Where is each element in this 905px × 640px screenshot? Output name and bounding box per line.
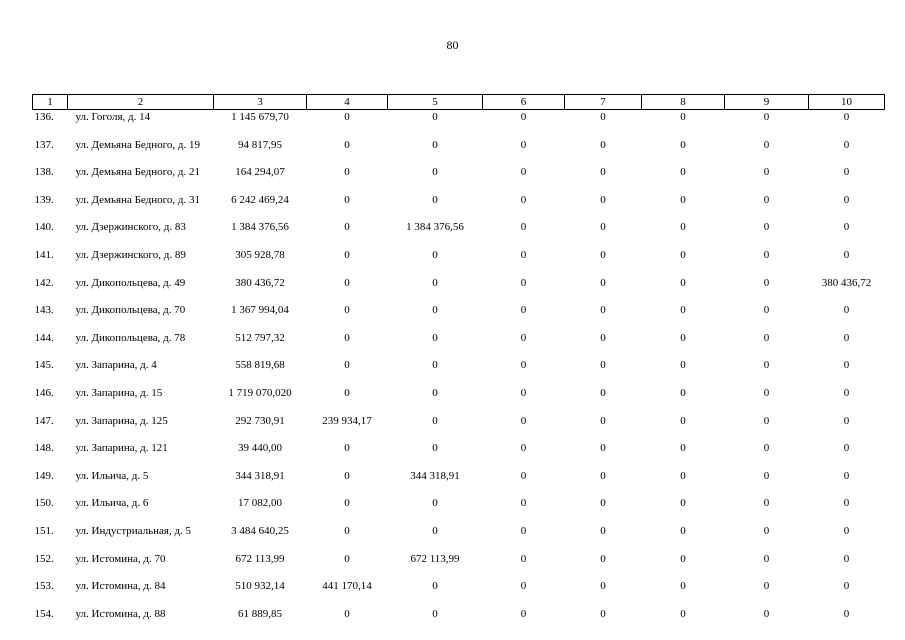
data-table: [32, 94, 885, 634]
page-number: 80: [446, 38, 459, 52]
value-cell: 0: [520, 469, 527, 482]
row-number: 153.: [34, 580, 54, 593]
value-cell: 0: [843, 304, 850, 317]
value-cell: 0: [600, 552, 606, 565]
value-cell: 0: [432, 304, 438, 317]
value-cell: 0: [843, 221, 850, 234]
value-cell: 0: [520, 359, 527, 372]
address-cell: ул. Дикопольцева, д. 49: [75, 276, 186, 289]
value-cell: 0: [600, 580, 606, 593]
row-number: 142.: [34, 276, 54, 289]
value-cell: 344 318,91: [410, 469, 460, 482]
value-cell: 0: [344, 111, 350, 123]
column-header-4: 4: [307, 95, 388, 110]
table-row: [33, 165, 885, 193]
value-cell: 0: [680, 524, 686, 537]
value-cell: 0: [843, 580, 850, 593]
value-cell: 0: [600, 193, 606, 206]
value-cell: 0: [432, 248, 438, 261]
value-cell: 0: [520, 497, 527, 510]
value-cell: 0: [843, 111, 850, 123]
value-cell: 0: [600, 304, 606, 317]
value-cell: 0: [843, 386, 850, 399]
value-cell: 0: [763, 552, 770, 565]
value-cell: 0: [520, 111, 527, 123]
address-cell: ул. Запарина, д. 15: [75, 386, 163, 399]
row-number: 154.: [34, 607, 54, 620]
value-cell: 0: [680, 359, 686, 372]
value-cell: 0: [344, 497, 350, 510]
value-cell: 0: [600, 331, 606, 344]
value-cell: 239 934,17: [322, 414, 372, 427]
value-cell: 0: [843, 469, 850, 482]
value-cell: 0: [763, 607, 770, 620]
row-number: 145.: [34, 359, 54, 372]
table-row: [33, 248, 885, 276]
value-cell: 0: [600, 138, 606, 151]
value-cell: 6 242 469,24: [231, 193, 289, 206]
address-cell: ул. Дзержинского, д. 89: [75, 248, 186, 261]
table-row: [33, 303, 885, 331]
value-cell: 0: [520, 138, 527, 151]
value-cell: 380 436,72: [821, 276, 872, 289]
value-cell: 0: [432, 193, 438, 206]
value-cell: 0: [432, 111, 438, 123]
table-row: [33, 276, 885, 304]
value-cell: 558 819,68: [235, 359, 285, 372]
column-header-7: 7: [565, 95, 642, 110]
value-cell: 0: [680, 497, 686, 510]
value-cell: 344 318,91: [235, 469, 285, 482]
column-header-9: 9: [725, 95, 809, 110]
table-row: [33, 386, 885, 414]
value-cell: 0: [763, 138, 770, 151]
value-cell: 3 484 640,25: [231, 524, 289, 537]
value-cell: 0: [600, 607, 606, 620]
address-cell: ул. Ильича, д. 6: [75, 497, 149, 510]
value-cell: 39 440,00: [238, 442, 282, 455]
value-cell: 0: [680, 607, 686, 620]
value-cell: 1 384 376,56: [231, 221, 289, 234]
table-row: [33, 138, 885, 166]
value-cell: 0: [680, 304, 686, 317]
value-cell: 0: [680, 469, 686, 482]
value-cell: 0: [843, 193, 850, 206]
value-cell: 0: [843, 607, 850, 620]
column-header-10: 10: [809, 95, 885, 110]
value-cell: 0: [432, 331, 438, 344]
value-cell: 0: [432, 166, 438, 179]
value-cell: 0: [344, 552, 350, 565]
value-cell: 0: [680, 580, 686, 593]
value-cell: 0: [520, 193, 527, 206]
value-cell: 0: [763, 497, 770, 510]
value-cell: 0: [344, 469, 350, 482]
table-row: [33, 441, 885, 469]
value-cell: 0: [600, 111, 606, 123]
value-cell: 0: [432, 524, 438, 537]
table-row: [33, 358, 885, 386]
value-cell: 0: [520, 607, 527, 620]
value-cell: 0: [763, 248, 770, 261]
row-number: 140.: [34, 221, 54, 234]
address-cell: ул. Дикопольцева, д. 78: [75, 331, 186, 344]
value-cell: 0: [344, 248, 350, 261]
address-cell: ул. Дикопольцева, д. 70: [75, 304, 186, 317]
address-cell: ул. Запарина, д. 125: [75, 414, 168, 427]
value-cell: 0: [432, 138, 438, 151]
address-cell: ул. Истомина, д. 70: [75, 552, 166, 565]
column-header-6: 6: [483, 95, 565, 110]
value-cell: 1 719 070,020: [228, 386, 292, 399]
value-cell: 0: [520, 580, 527, 593]
value-cell: 0: [843, 138, 850, 151]
value-cell: 0: [843, 552, 850, 565]
table-row: [33, 607, 885, 635]
value-cell: 0: [344, 138, 350, 151]
value-cell: 0: [344, 359, 350, 372]
value-cell: 380 436,72: [235, 276, 285, 289]
value-cell: 0: [843, 331, 850, 344]
row-number: 152.: [34, 552, 54, 565]
row-number: 137.: [34, 138, 54, 151]
value-cell: 0: [432, 359, 438, 372]
header-row: [33, 95, 885, 110]
value-cell: 0: [843, 166, 850, 179]
value-cell: 0: [680, 552, 686, 565]
value-cell: 0: [763, 166, 770, 179]
address-cell: ул. Индустриальная, д. 5: [75, 524, 192, 537]
column-header-2: 2: [68, 95, 214, 110]
table-row: [33, 110, 885, 138]
value-cell: 0: [680, 386, 686, 399]
value-cell: 0: [600, 386, 606, 399]
value-cell: 0: [600, 442, 606, 455]
table-row: [33, 524, 885, 552]
value-cell: 0: [520, 386, 527, 399]
value-cell: 0: [432, 276, 438, 289]
address-cell: ул. Запарина, д. 121: [75, 442, 168, 455]
value-cell: 61 889,85: [238, 607, 282, 620]
value-cell: 0: [520, 276, 527, 289]
value-cell: 0: [520, 166, 527, 179]
address-cell: ул. Истомина, д. 88: [75, 607, 166, 620]
value-cell: 0: [600, 276, 606, 289]
value-cell: 0: [763, 276, 770, 289]
value-cell: 0: [432, 386, 438, 399]
value-cell: 1 145 679,70: [231, 111, 289, 123]
value-cell: 0: [600, 221, 606, 234]
column-header-3: 3: [214, 95, 307, 110]
address-cell: ул. Демьяна Бедного, д. 19: [75, 138, 200, 151]
row-number: 149.: [34, 469, 54, 482]
address-cell: ул. Демьяна Бедного, д. 31: [75, 193, 200, 206]
row-number: 143.: [34, 304, 54, 317]
value-cell: 0: [763, 221, 770, 234]
value-cell: 0: [680, 276, 686, 289]
value-cell: 0: [680, 248, 686, 261]
value-cell: 0: [763, 580, 770, 593]
row-number: 139.: [34, 193, 54, 206]
row-number: 147.: [34, 414, 54, 427]
value-cell: 0: [680, 221, 686, 234]
value-cell: 0: [843, 497, 850, 510]
address-cell: ул. Гоголя, д. 14: [75, 111, 151, 123]
value-cell: 0: [344, 607, 350, 620]
value-cell: 0: [344, 221, 350, 234]
table-row: [33, 414, 885, 442]
value-cell: 0: [843, 248, 850, 261]
value-cell: 17 082,00: [238, 497, 282, 510]
value-cell: 0: [520, 221, 527, 234]
table-row: [33, 469, 885, 497]
value-cell: 0: [680, 138, 686, 151]
value-cell: 0: [763, 304, 770, 317]
column-header-1: 1: [33, 95, 68, 110]
value-cell: 0: [432, 607, 438, 620]
value-cell: 0: [432, 580, 438, 593]
row-number: 148.: [34, 442, 54, 455]
value-cell: 512 797,32: [235, 331, 285, 344]
value-cell: 0: [520, 524, 527, 537]
value-cell: 672 113,99: [235, 552, 285, 565]
value-cell: 0: [344, 276, 350, 289]
value-cell: 0: [680, 111, 686, 123]
table-row: [33, 552, 885, 580]
value-cell: 0: [763, 193, 770, 206]
row-number: 136.: [34, 111, 54, 123]
value-cell: 0: [520, 248, 527, 261]
value-cell: 0: [763, 359, 770, 372]
value-cell: 0: [344, 331, 350, 344]
value-cell: 0: [600, 497, 606, 510]
value-cell: 0: [344, 166, 350, 179]
value-cell: 164 294,07: [235, 166, 285, 179]
value-cell: 0: [520, 442, 527, 455]
value-cell: 0: [763, 524, 770, 537]
value-cell: 0: [600, 524, 606, 537]
value-cell: 0: [843, 524, 850, 537]
value-cell: 0: [520, 552, 527, 565]
value-cell: 0: [763, 111, 770, 123]
value-cell: 0: [763, 331, 770, 344]
table-row: [33, 331, 885, 359]
value-cell: 0: [344, 193, 350, 206]
row-number: 144.: [34, 331, 54, 344]
value-cell: 0: [763, 442, 770, 455]
table-row: [33, 496, 885, 524]
value-cell: 672 113,99: [410, 552, 460, 565]
value-cell: 0: [600, 469, 606, 482]
row-number: 138.: [34, 166, 54, 179]
value-cell: 0: [520, 331, 527, 344]
value-cell: 305 928,78: [235, 248, 285, 261]
address-cell: ул. Демьяна Бедного, д. 21: [75, 166, 200, 179]
value-cell: 0: [680, 166, 686, 179]
value-cell: 0: [763, 469, 770, 482]
value-cell: 0: [344, 386, 350, 399]
value-cell: 0: [763, 386, 770, 399]
address-cell: ул. Дзержинского, д. 83: [75, 221, 186, 234]
row-number: 146.: [34, 386, 54, 399]
value-cell: 0: [843, 414, 850, 427]
value-cell: 0: [344, 442, 350, 455]
value-cell: 0: [520, 304, 527, 317]
value-cell: 292 730,91: [235, 414, 285, 427]
value-cell: 0: [600, 248, 606, 261]
table-row: [33, 579, 885, 607]
address-cell: ул. Истомина, д. 84: [75, 580, 166, 593]
value-cell: 0: [843, 359, 850, 372]
value-cell: 0: [843, 442, 850, 455]
row-number: 150.: [34, 497, 54, 510]
value-cell: 0: [680, 414, 686, 427]
table-row: [33, 193, 885, 221]
row-number: 151.: [34, 524, 54, 537]
value-cell: 0: [432, 497, 438, 510]
value-cell: 0: [680, 193, 686, 206]
value-cell: 94 817,95: [238, 138, 282, 151]
table-body: [33, 110, 885, 635]
address-cell: ул. Запарина, д. 4: [75, 359, 157, 372]
address-cell: ул. Ильича, д. 5: [75, 469, 149, 482]
value-cell: 0: [600, 414, 606, 427]
column-header-5: 5: [388, 95, 483, 110]
value-cell: 510 932,14: [235, 580, 285, 593]
table-row: [33, 220, 885, 248]
value-cell: 441 170,14: [322, 580, 372, 593]
value-cell: 0: [432, 442, 438, 455]
value-cell: 0: [520, 414, 527, 427]
value-cell: 0: [600, 359, 606, 372]
value-cell: 0: [344, 524, 350, 537]
column-header-8: 8: [642, 95, 725, 110]
value-cell: 0: [600, 166, 606, 179]
value-cell: 0: [680, 442, 686, 455]
value-cell: 0: [432, 414, 438, 427]
value-cell: 1 384 376,56: [406, 221, 464, 234]
value-cell: 1 367 994,04: [231, 304, 289, 317]
value-cell: 0: [763, 414, 770, 427]
row-number: 141.: [34, 248, 54, 261]
value-cell: 0: [680, 331, 686, 344]
value-cell: 0: [344, 304, 350, 317]
